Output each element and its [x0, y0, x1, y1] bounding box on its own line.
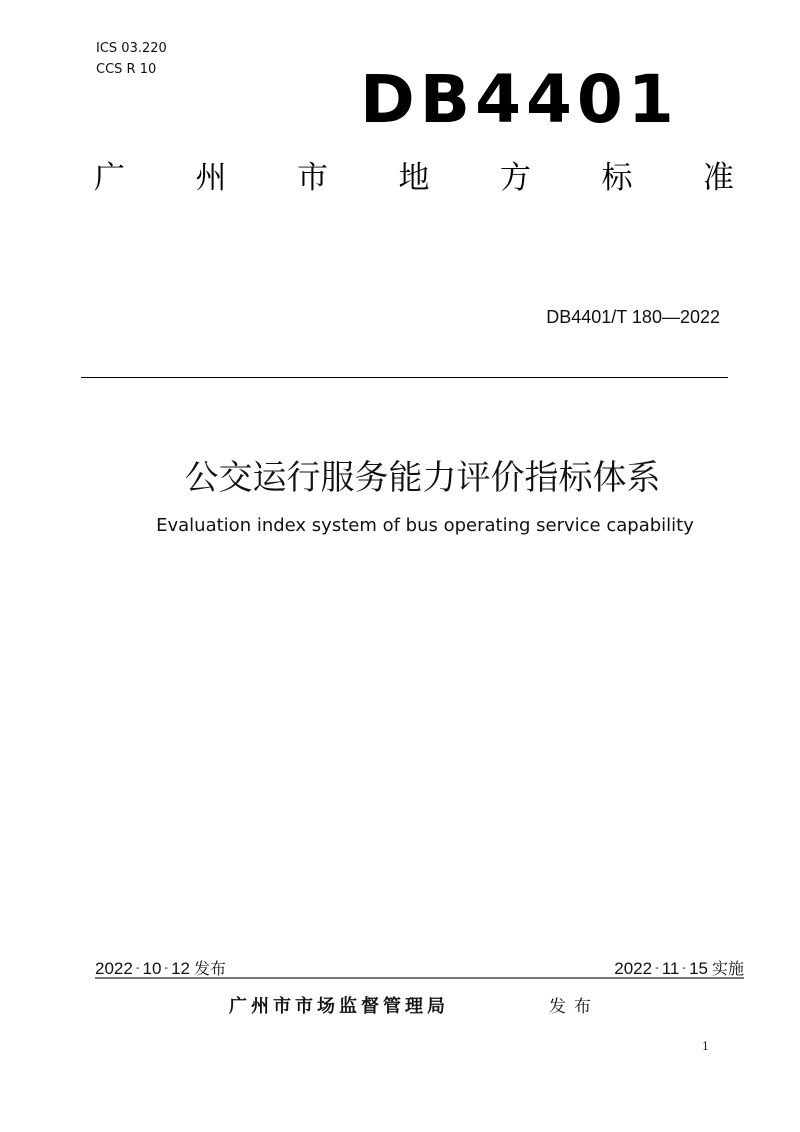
standard-type-heading [94, 156, 734, 200]
ccs-code: CCS R 10 [96, 62, 157, 77]
implementation-month: 11 [661, 959, 680, 978]
page-number: 1 [702, 1040, 709, 1053]
header-divider [81, 377, 728, 378]
date-separator: - [164, 962, 169, 974]
standard-type-char: 标 [601, 160, 633, 196]
issue-year: 2022 [95, 959, 133, 978]
standard-number: DB4401/T 180—2022 [546, 307, 720, 327]
standard-type-char: 广 [94, 160, 125, 196]
date-separator: - [655, 962, 659, 974]
standard-type-char: 准 [703, 160, 734, 196]
issue-month: 10 [142, 959, 162, 978]
standard-code: DB4401 [360, 61, 679, 138]
implementation-day: 15 [689, 959, 708, 978]
implementation-year: 2022 [614, 959, 653, 978]
document-title-chinese: 公交运行服务能力评价指标体系 [184, 458, 661, 498]
date-separator: - [135, 962, 140, 974]
standard-type-char: 市 [297, 160, 328, 196]
issuing-authority: 广州市市场监督管理局 [229, 996, 449, 1017]
document-title-english: Evaluation index system of bus operating service capability [156, 515, 694, 536]
ics-code: ICS 03.220 [96, 41, 167, 56]
standard-type-char: 方 [500, 160, 531, 196]
footer-divider [95, 977, 744, 979]
standard-type-char: 州 [195, 160, 227, 196]
issuer-action-label: 发布 [549, 997, 599, 1017]
implementation-label: 实施 [711, 959, 744, 978]
standard-type-char: 地 [398, 160, 430, 196]
issue-label: 发布 [194, 959, 227, 978]
date-separator: - [682, 962, 687, 974]
issue-day: 12 [171, 959, 191, 978]
